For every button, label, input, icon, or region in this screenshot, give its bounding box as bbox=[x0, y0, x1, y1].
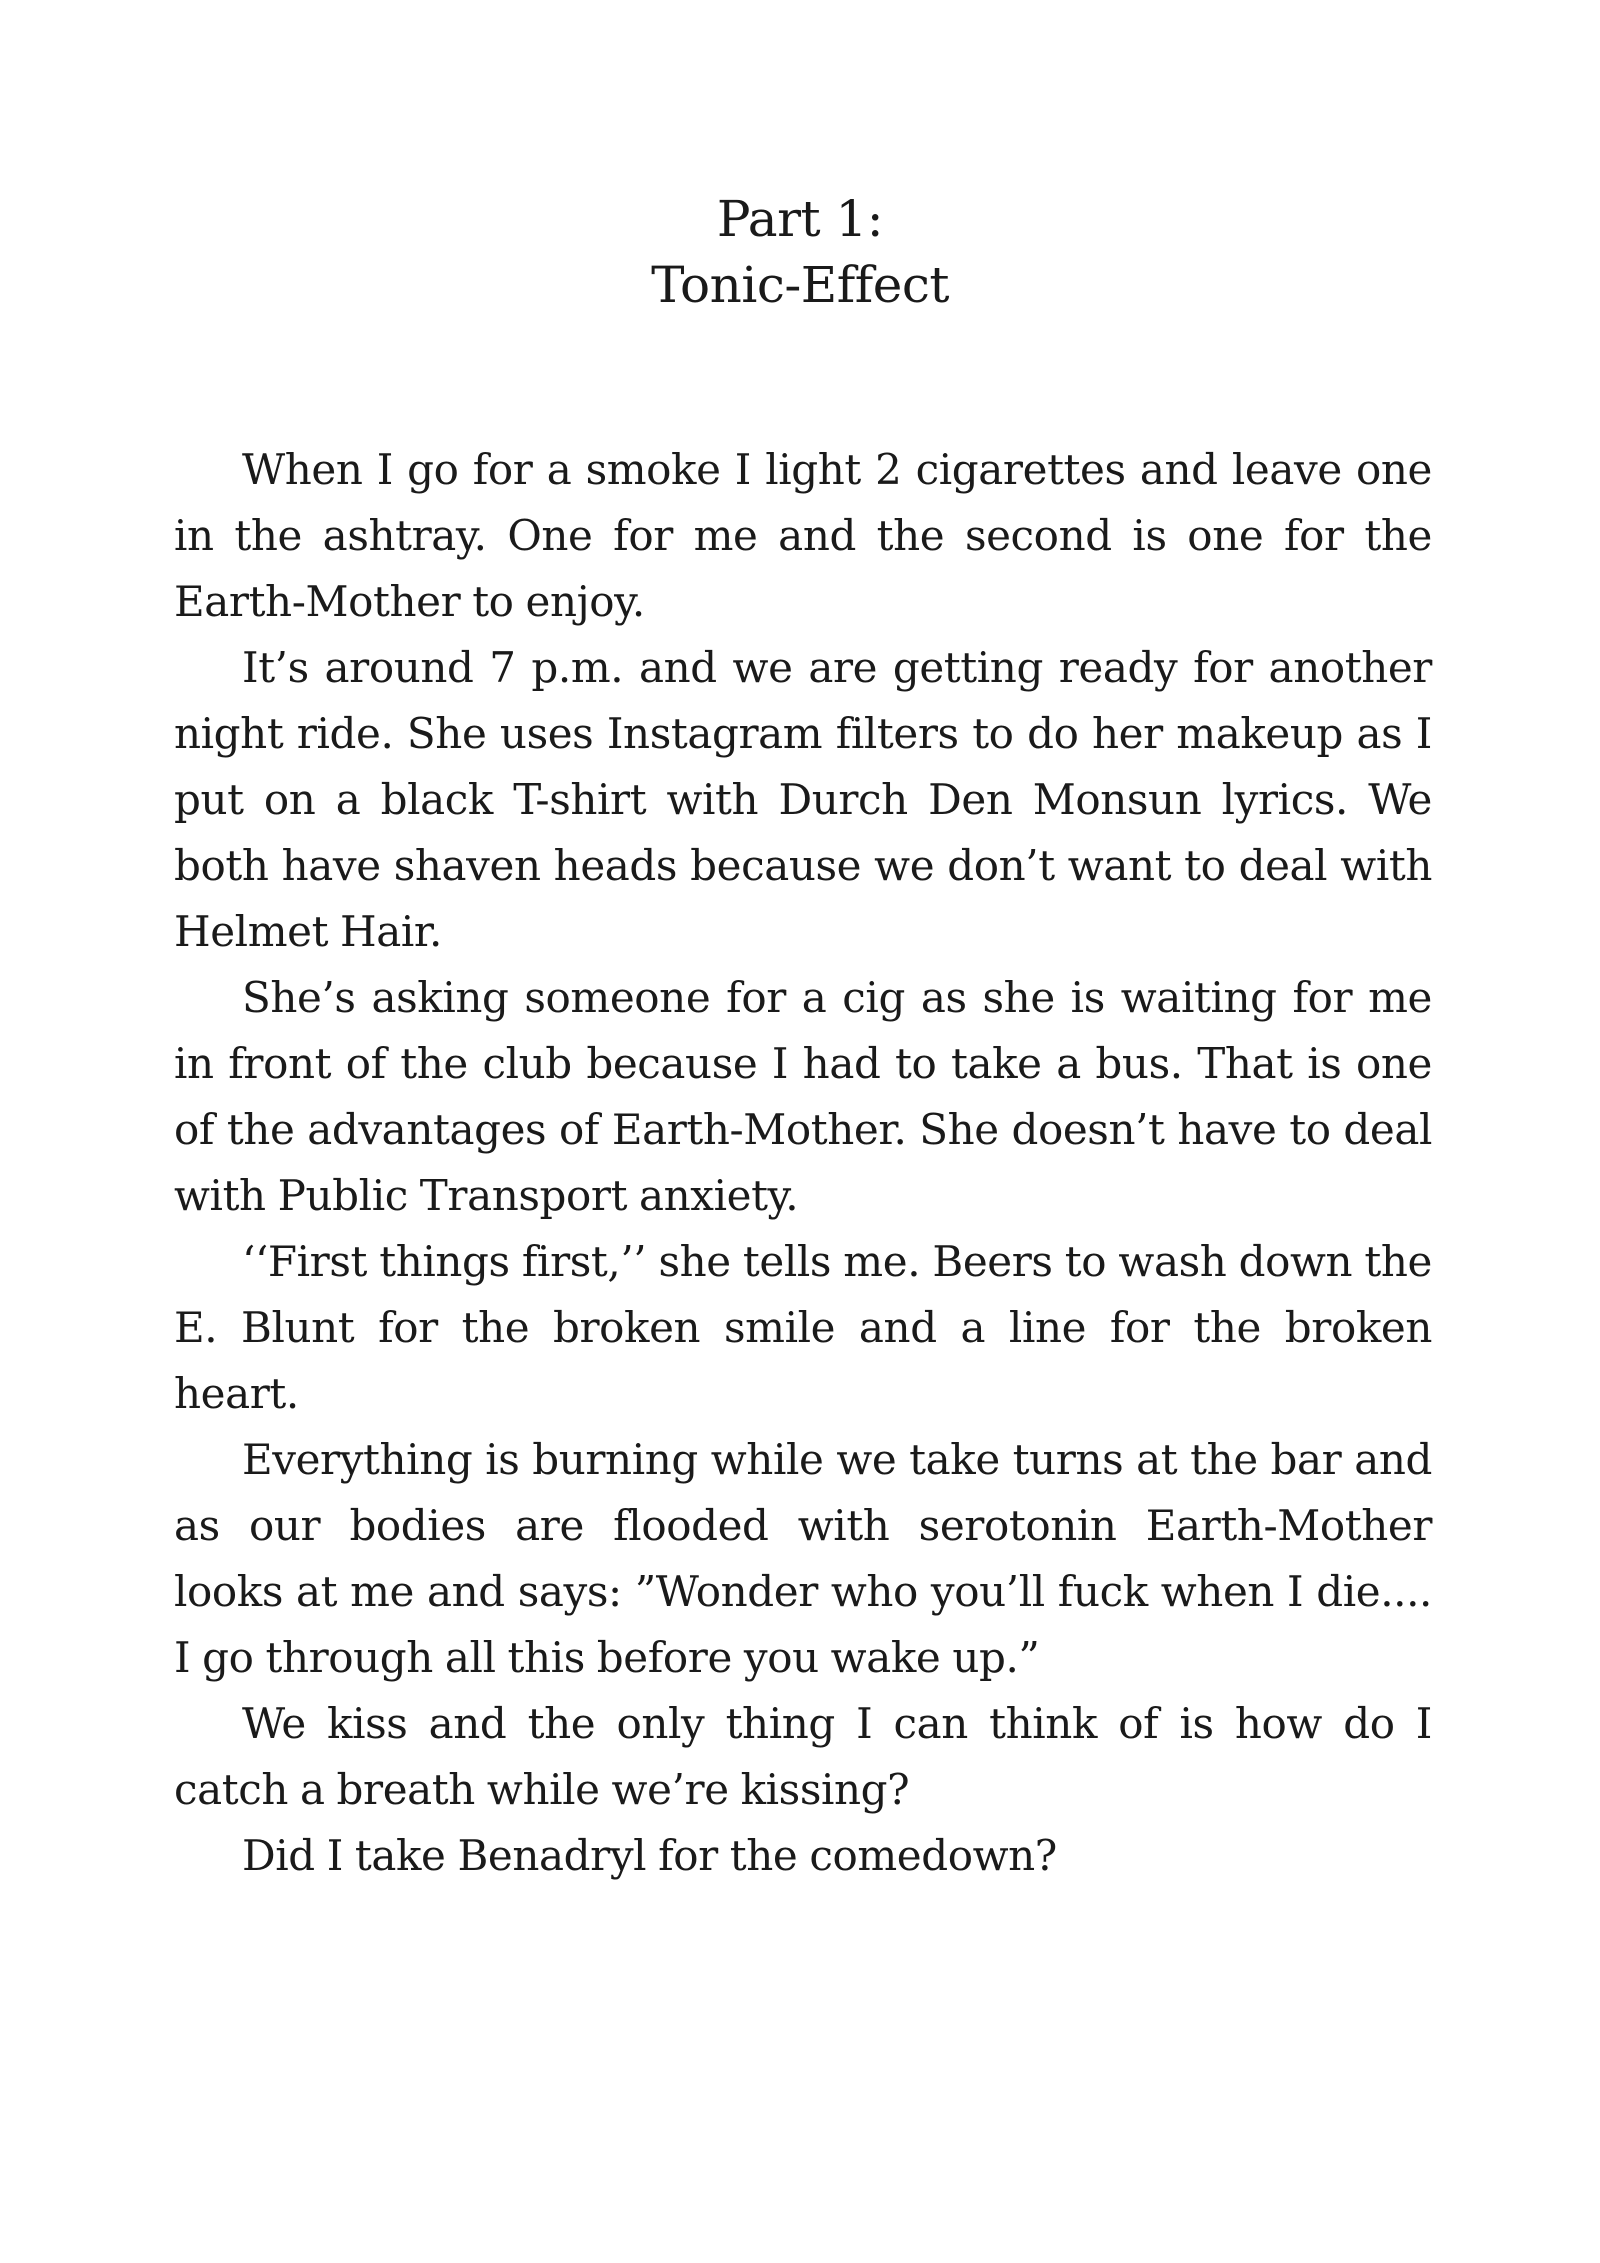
chapter-heading bbox=[0, 186, 1600, 318]
paragraph: Did I take Benadryl for the comedown? bbox=[242, 1831, 1057, 1880]
paragraph: Everything is burning while we take turns at the bar and as our bodies are flooded with serotonin Earth-Mother looks at me and says: ”Wonder who you’ll fuck when I die.... I go through all this before you wake up.” bbox=[174, 1435, 1432, 1682]
body-text bbox=[174, 437, 1432, 1889]
paragraph: When I go for a smoke I light 2 cigarettes and leave one in the ashtray. One for me and the second is one for the Earth-Mother to enjoy. bbox=[174, 445, 1432, 626]
paragraph: ‘‘First things first,’’ she tells me. Beers to wash down the E. Blunt for the broken smile and a line for the broken heart. bbox=[174, 1237, 1432, 1418]
paragraph: It’s around 7 p.m. and we are getting ready for another night ride. She uses Instagram filters to do her makeup as I put on a black T-shirt with Durch Den Monsun lyrics. We both have shaven heads because we don’t want to deal with Helmet Hair. bbox=[174, 643, 1432, 956]
paragraph: We kiss and the only thing I can think of is how do I catch a breath while we’re kissing? bbox=[174, 1699, 1432, 1814]
chapter-title: Tonic-Effect bbox=[651, 256, 949, 314]
paragraph: She’s asking someone for a cig as she is waiting for me in front of the club because I had to take a bus. That is one of the advantages of Earth-Mother. She doesn’t have to deal with Public Transport anxiety. bbox=[174, 973, 1432, 1220]
part-label: Part 1: bbox=[716, 190, 884, 248]
